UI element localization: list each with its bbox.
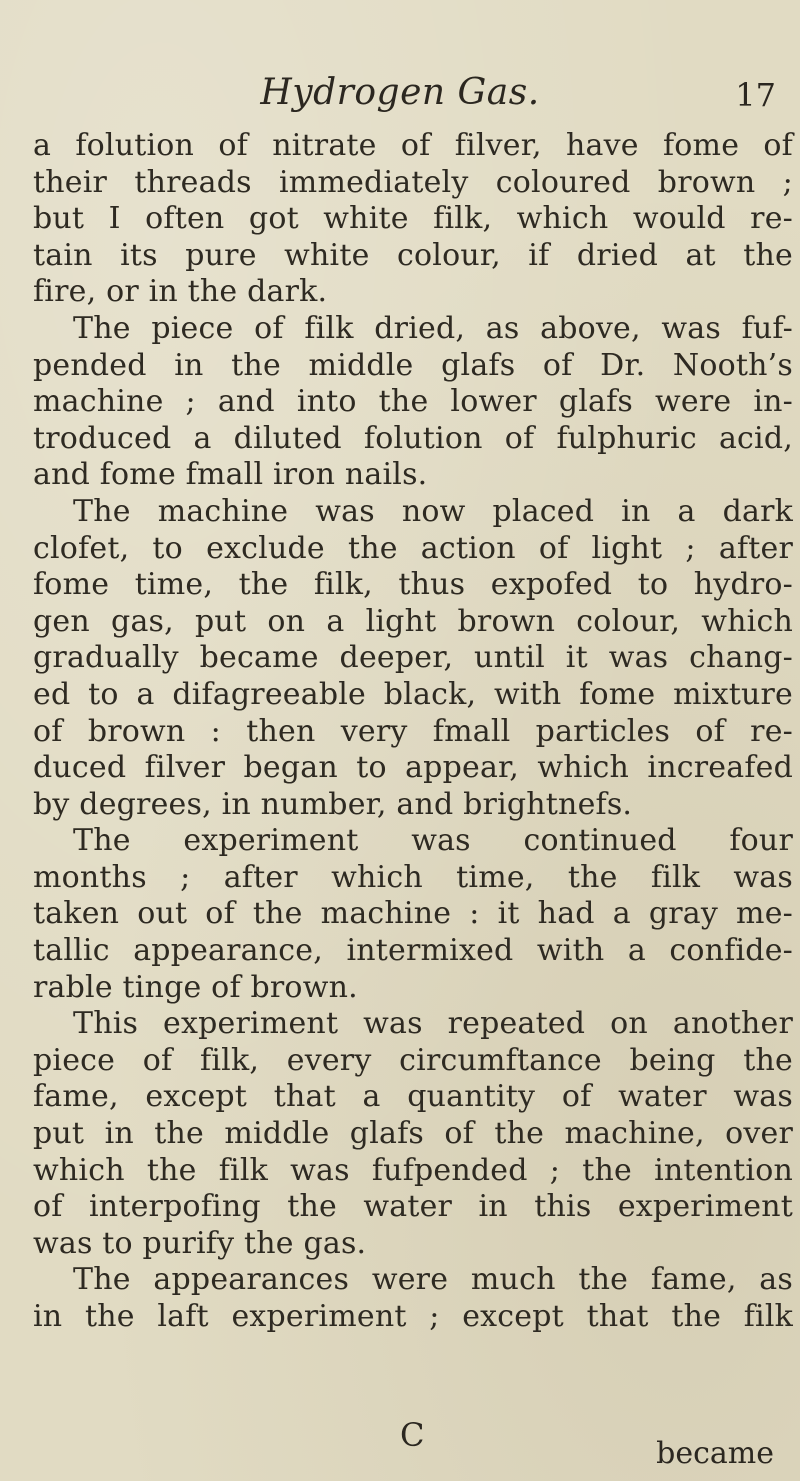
text-line: in the laft experiment ; except that the filk (33, 1299, 793, 1334)
text-line: The piece of filk dried, as above, was fuf- (73, 310, 793, 346)
text-line: machine ; and into the lower glafs were in- (33, 384, 793, 420)
body-text (33, 128, 793, 1336)
text-line: clofet, to exclude the action of light ; after (33, 530, 793, 566)
text-line: This experiment was repeated on another (73, 1006, 793, 1042)
text-line: The experiment was continued four (73, 823, 793, 859)
page-header (0, 72, 800, 116)
signature-mark: C (400, 1416, 425, 1454)
text-line: taken out of the machine : it had a gray me- (33, 896, 793, 932)
text-line: was to purify the gas. (33, 1225, 367, 1261)
text-line: ed to a difagreeable black, with fome mixture (33, 676, 793, 712)
page-footer (0, 1416, 800, 1476)
page-number: 17 (735, 76, 776, 114)
text-line: months ; after which time, the filk was (33, 859, 793, 895)
text-line: put in the middle glafs of the machine, over (33, 1116, 793, 1152)
text-line: of brown : then very fmall particles of re- (33, 713, 793, 749)
text-line: rable tinge of brown. (33, 969, 358, 1005)
text-line: The appearances were much the fame, as (73, 1262, 793, 1298)
text-line: fome time, the filk, thus expofed to hydro- (33, 567, 793, 603)
running-title: Hydrogen Gas. (260, 72, 540, 113)
text-line: by degrees, in number, and brightnefs. (33, 786, 633, 822)
text-line: tallic appearance, intermixed with a confide- (33, 933, 793, 969)
text-line: of interpofing the water in this experiment (33, 1189, 793, 1225)
text-line: and fome fmall iron nails. (33, 457, 428, 493)
text-line: gen gas, put on a light brown colour, which (33, 603, 793, 639)
text-line: a folution of nitrate of filver, have fome of (33, 128, 793, 163)
text-line: pended in the middle glafs of Dr. Nooth’s (33, 347, 793, 383)
text-line: but I often got white filk, which would re- (33, 201, 793, 237)
text-line: their threads immediately coloured brown ; (33, 164, 793, 200)
text-line: duced filver began to appear, which increafed (33, 750, 793, 786)
text-line: which the filk was fufpended ; the intention (33, 1152, 793, 1188)
text-line: fame, except that a quantity of water was (33, 1079, 793, 1115)
text-line: gradually became deeper, until it was chang- (33, 640, 793, 676)
text-line: piece of filk, every circumftance being the (33, 1042, 793, 1078)
text-line: troduced a diluted folution of fulphuric acid, (33, 420, 793, 456)
catchword: became (656, 1436, 774, 1471)
text-line: The machine was now placed in a dark (73, 493, 793, 529)
text-line: fire, or in the dark. (33, 274, 328, 310)
text-line: tain its pure white colour, if dried at the (33, 237, 793, 273)
